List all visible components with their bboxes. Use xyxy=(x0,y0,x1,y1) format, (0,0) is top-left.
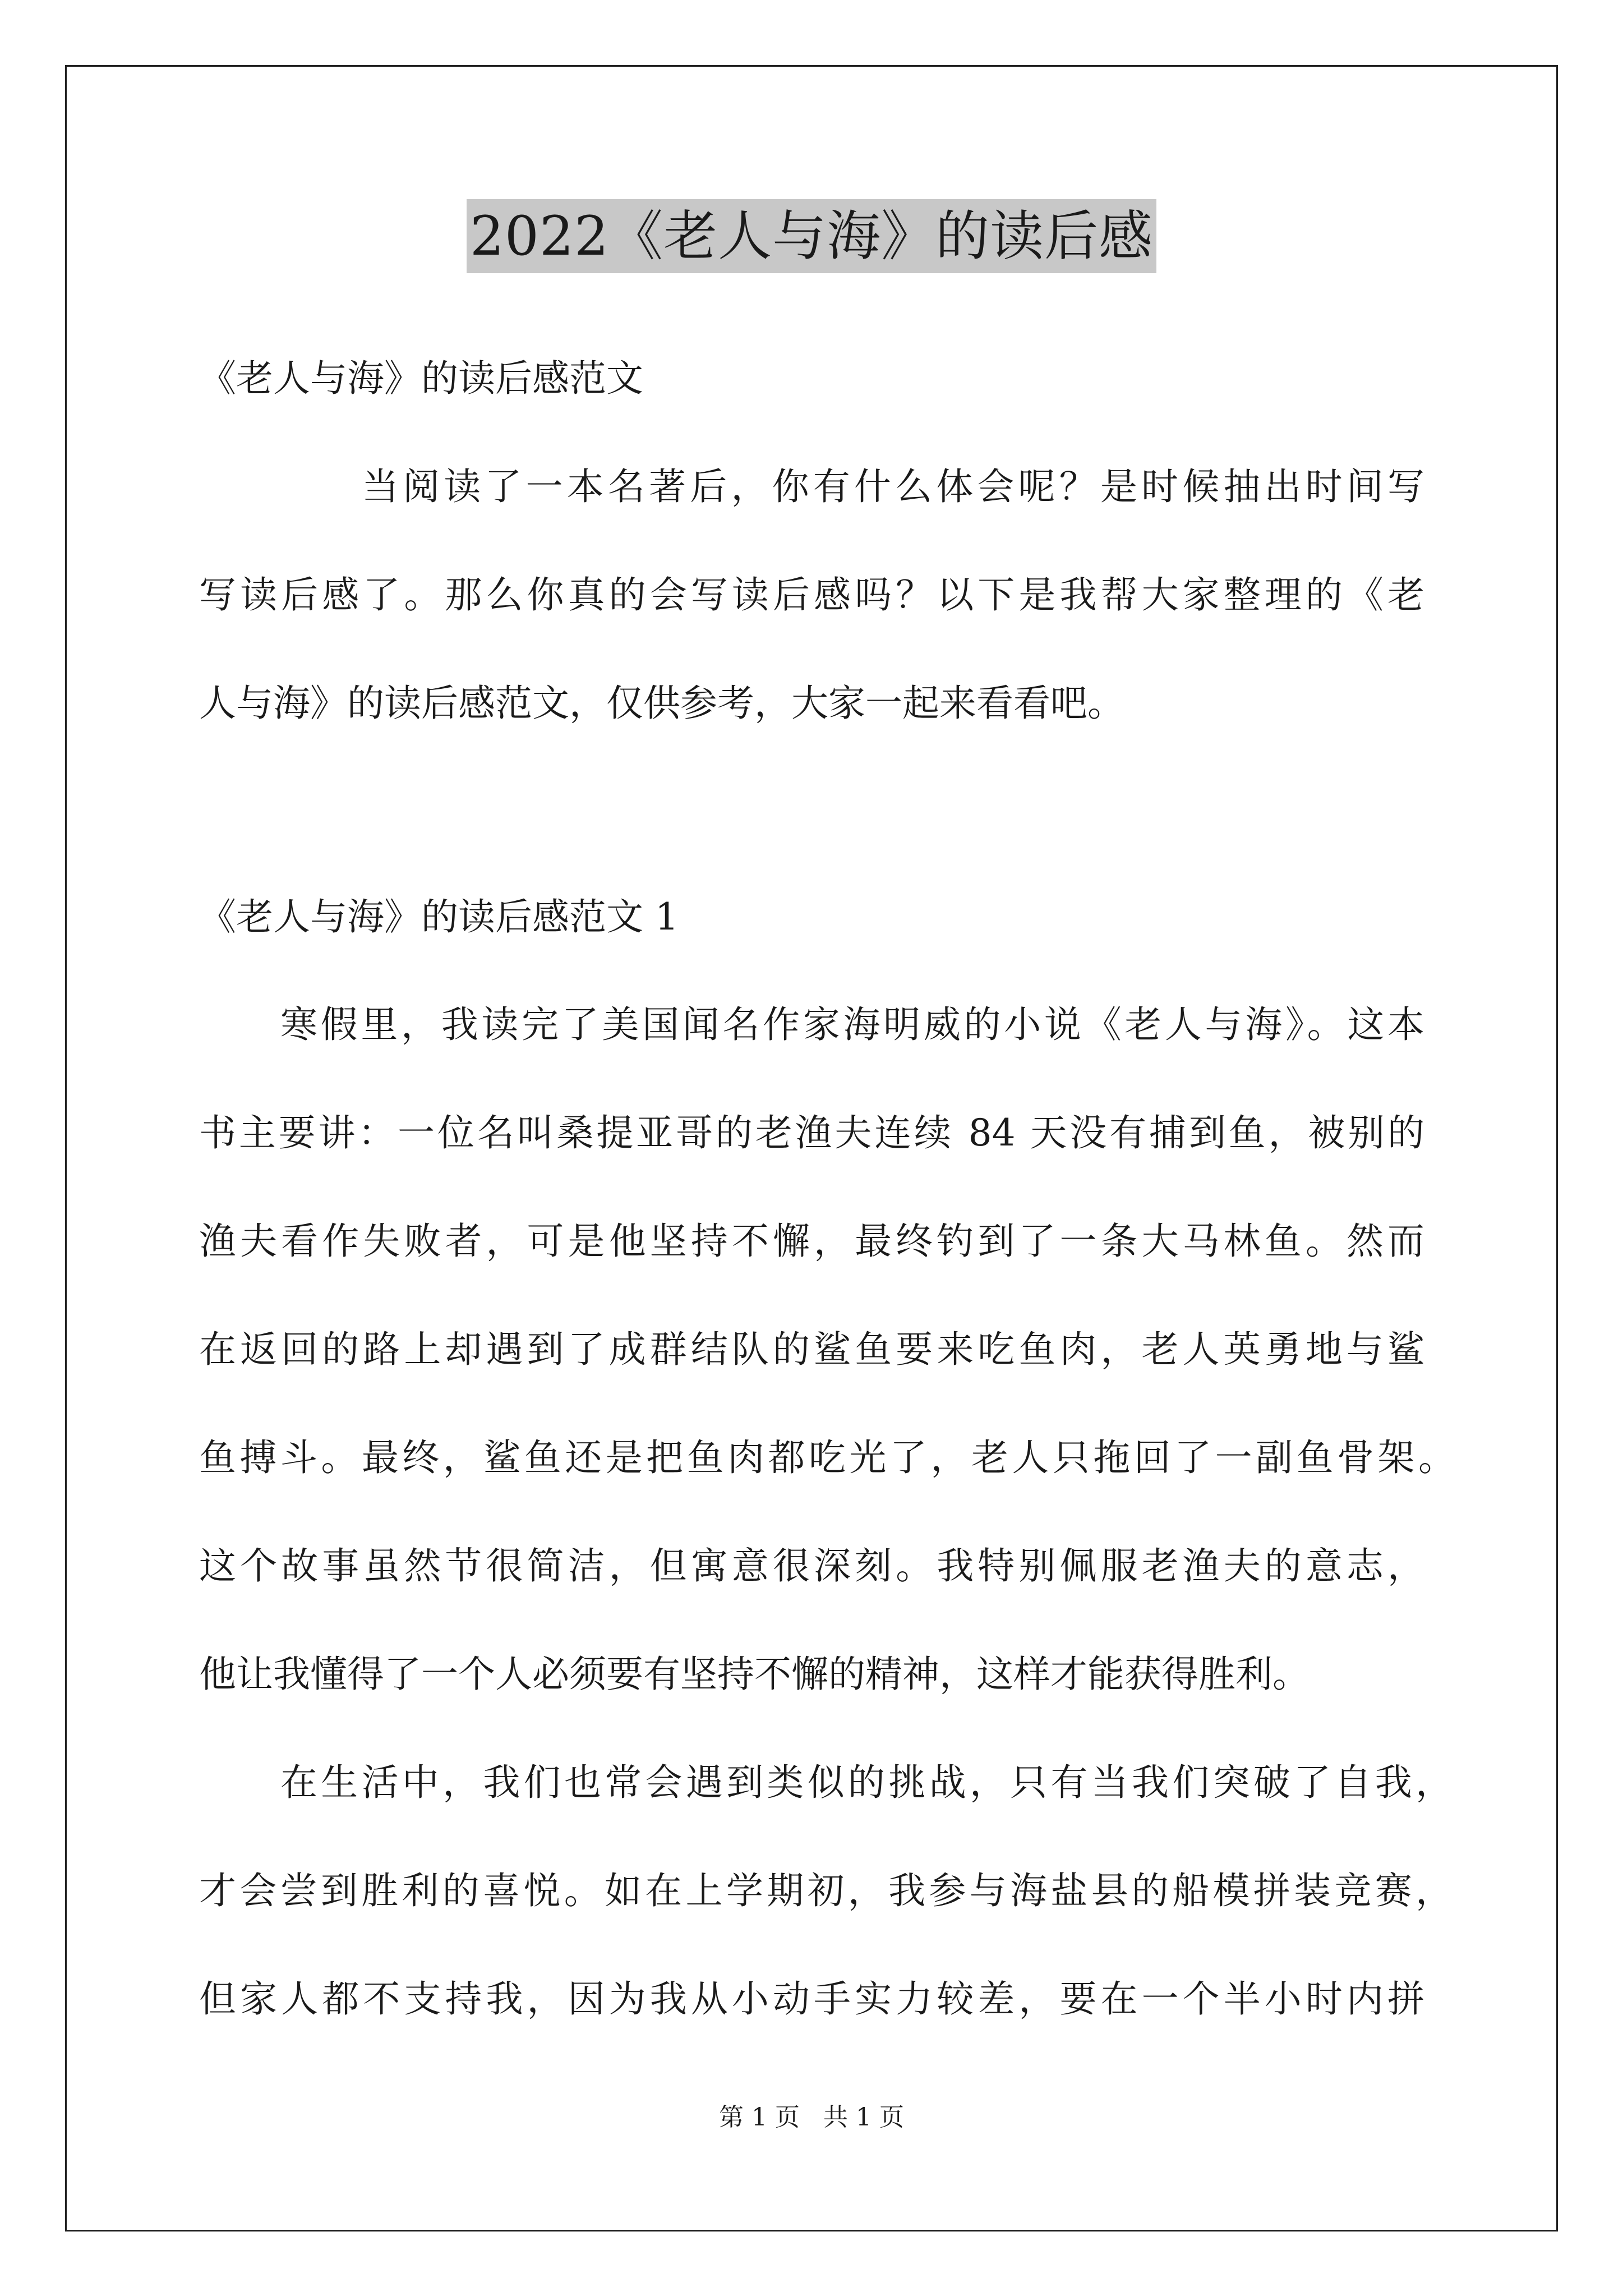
paragraph-line: 寒假里，我读完了美国闻名作家海明威的小说《老人与海》。这本 xyxy=(280,1003,1424,1046)
paragraph-line: 他让我懂得了一个人必须要有坚持不懈的精神，这样才能获得胜利。 xyxy=(199,1653,1310,1696)
paragraph-line: 在生活中，我们也常会遇到类似的挑战，只有当我们突破了自我， xyxy=(280,1761,1453,1804)
paragraph-line: 人与海》的读后感范文，仅供参考，大家一起来看看吧。 xyxy=(199,682,1124,725)
title-container xyxy=(0,199,1623,273)
paragraph-line: 写读后感了。那么你真的会写读后感吗？以下是我帮大家整理的《老 xyxy=(199,573,1424,616)
subtitle-line: 《老人与海》的读后感范文 xyxy=(199,357,643,400)
document-title: 2022《老人与海》的读后感 xyxy=(467,199,1156,273)
paragraph-line: 鱼搏斗。最终，鲨鱼还是把鱼肉都吃光了，老人只拖回了一副鱼骨架。 xyxy=(199,1436,1455,1479)
paragraph-line: 当阅读了一本名著后，你有什么体会呢？是时候抽出时间写 xyxy=(362,465,1424,508)
paragraph-line: 这个故事虽然节很简洁，但寓意很深刻。我特别佩服老渔夫的意志， xyxy=(199,1544,1424,1588)
page-footer: 第 1 页 共 1 页 xyxy=(719,2103,904,2132)
paragraph-line: 书主要讲：一位名叫桑提亚哥的老渔夫连续 84 天没有捕到鱼，被别的 xyxy=(199,1111,1424,1154)
paragraph-line: 但家人都不支持我，因为我从小动手实力较差，要在一个半小时内拼 xyxy=(199,1977,1424,2021)
section-heading: 《老人与海》的读后感范文 1 xyxy=(199,895,679,938)
paragraph-line: 才会尝到胜利的喜悦。如在上学期初，我参与海盐县的船模拼装竞赛， xyxy=(199,1869,1453,1912)
paragraph-line: 在返回的路上却遇到了成群结队的鲨鱼要来吃鱼肉，老人英勇地与鲨 xyxy=(199,1328,1424,1371)
paragraph-line: 渔夫看作失败者，可是他坚持不懈，最终钓到了一条大马林鱼。然而 xyxy=(199,1220,1424,1263)
